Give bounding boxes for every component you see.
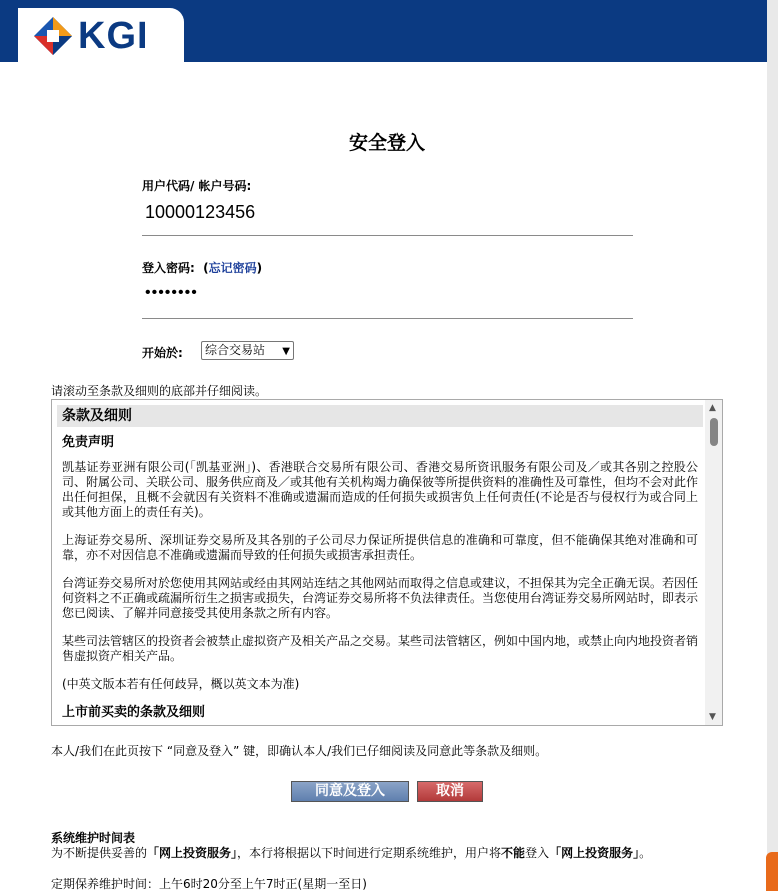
maint-service-1: 「网上投资服务」 [147,846,238,860]
terms-scrollbar[interactable] [705,400,722,725]
password-label-row [142,259,262,276]
maint-text-3: 登入 [525,846,550,860]
scroll-hint: 请滚动至条款及细则的底部并仔细阅读。 [51,384,268,398]
terms-heading: 条款及细则 [57,405,703,427]
terms-paragraph: (中英文版本若有任何歧异，概以英文本为准) [62,677,300,691]
forgot-password-link[interactable]: 忘记密码 [208,261,257,275]
user-id-input[interactable]: 10000123456 [145,202,256,222]
start-at-selected: 综合交易站 [205,343,266,357]
password-input[interactable]: •••••••• [145,284,198,301]
scroll-down-icon[interactable]: ▼ [709,712,716,722]
agree-login-button[interactable]: 同意及登入 [291,781,409,802]
maint-service-2: 「网上投资服务」 [549,846,640,860]
pre-listing-title: 上市前买卖的条款及细则 [62,705,206,720]
terms-paragraph: 上海证券交易所、深圳证券交易所及其各别的子公司尽力保证所提供信息的准确和可靠度，但不能确保其绝对准确和可靠，亦不对因信息不准确或遗漏而导致的任何损失或损害承担责任。 [62,533,698,562]
forgot-open-paren: ( [203,261,209,275]
maint-text-1: 为不断提供妥善的 [51,846,148,860]
disclaimer-title: 免责声明 [62,435,115,450]
user-id-underline [142,235,633,236]
kgi-logo-icon [34,17,72,55]
maintenance-schedule: 定期保养维护时间：上午6时20分至上午7时正(星期一至日) [51,877,367,891]
maint-text-2: ，本行将根据以下时间进行定期系统维护，用户将 [237,846,502,860]
password-label: 登入密码: [142,261,195,275]
user-id-label: 用户代码/ 帐户号码: [142,179,252,193]
scroll-thumb[interactable] [710,418,718,446]
maint-text-4: 。 [639,846,652,860]
forgot-close-paren: ) [256,261,263,275]
terms-paragraph: 台湾证券交易所对於您使用其网站或经由其网站连结之其他网站而取得之信息或建议，不担保其为完全正确无误。若因任何资料之不正确或疏漏所衍生之损害或损失，台湾证券交易所将不负法律责任。当您使用台湾证券交易所网站时，即表示您已阅读、了解并同意接受其使用条款之所有内容。 [62,576,699,620]
brand-name: KGI [78,15,149,57]
terms-paragraph: 某些司法管辖区的投资者会被禁止虚拟资产及相关产品之交易。某些司法管辖区，例如中国内地，或禁止向内地投资者销售虚拟资产相关产品。 [62,634,699,663]
password-underline [142,318,633,319]
terms-content [57,405,703,720]
terms-paragraph: 凯基证券亚洲有限公司(「凯基亚洲」)、香港联合交易所有限公司、香港交易所资讯服务有限公司及／或其各别之控股公司、附属公司、关联公司、服务供应商及／或其他有关机构竭力确保彼等所提供资料的准确性及可靠性，但均不会对此作出任何担保，且概不会就因有关资料不准确或遗漏而造成的任何损失或损害负上任何责任(不论是否与侵权行为或合同上或其他方面上的责任有关)。 [62,460,699,519]
agree-note: 本人/我们在此页按下 “同意及登入” 键，即确认本人/我们已仔细阅读及同意此等条款及细则。 [51,744,548,758]
logo [18,8,184,62]
chevron-down-icon: ▼ [282,346,290,357]
maintenance-text [51,844,651,861]
maintenance-title: 系统维护时间表 [51,831,136,845]
start-at-select[interactable] [201,341,294,360]
maint-cannot: 不能 [501,846,526,860]
terms-box[interactable] [51,399,723,726]
chat-widget-tab[interactable] [766,852,778,891]
start-at-label: 开始於: [142,346,183,360]
scroll-up-icon[interactable]: ▲ [709,403,716,413]
cancel-button[interactable]: 取消 [417,781,483,802]
page-title: 安全登入 [348,132,425,154]
